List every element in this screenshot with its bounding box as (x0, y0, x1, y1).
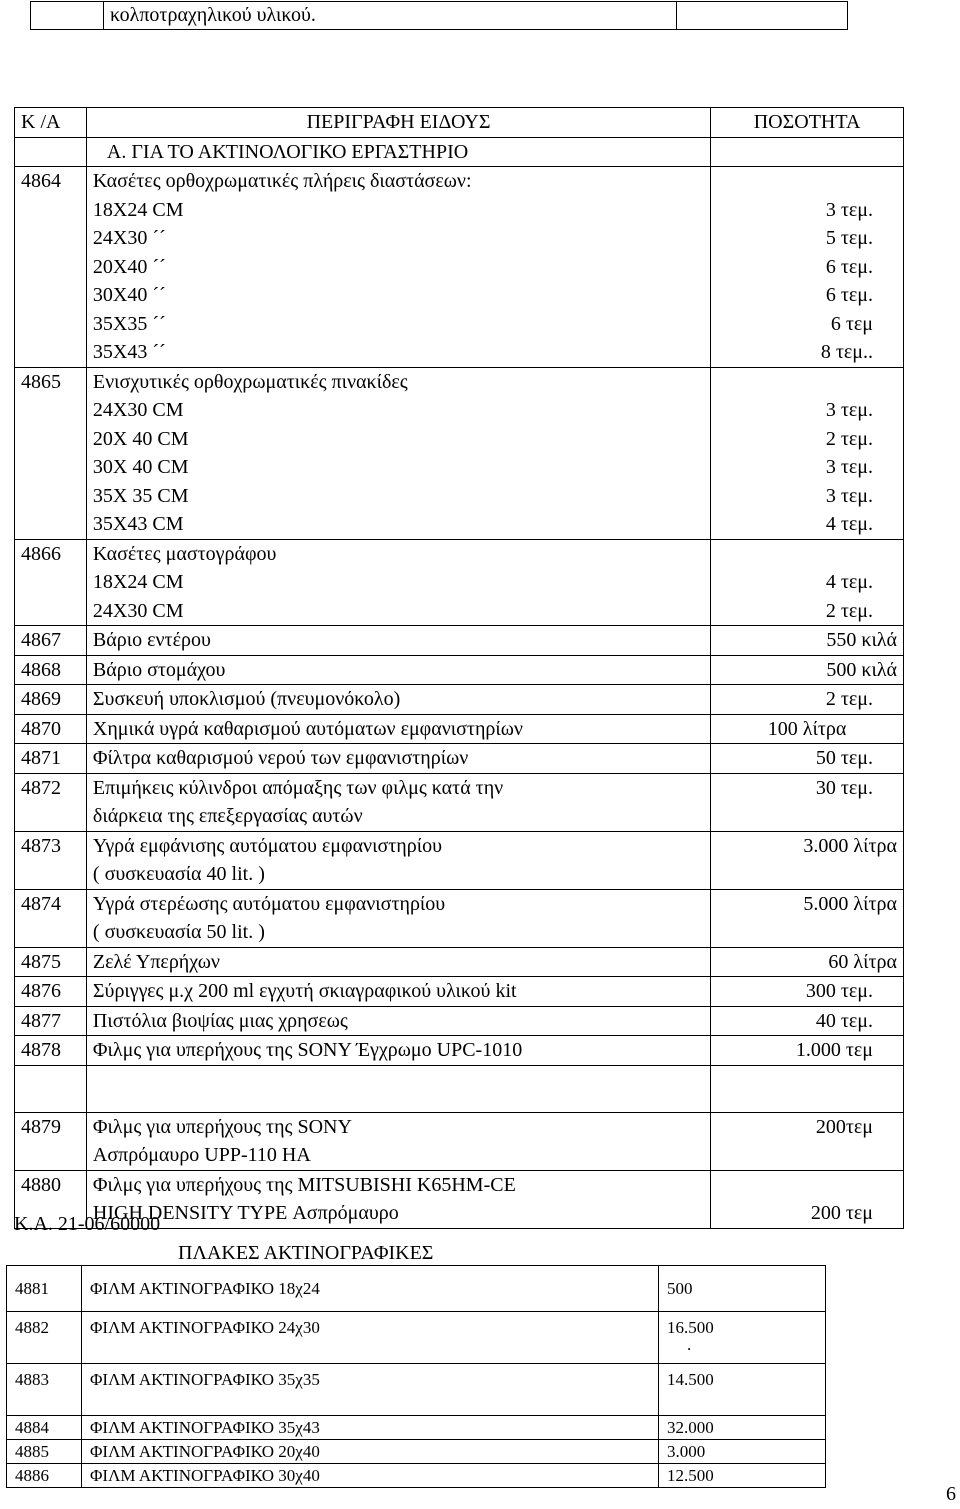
item-row (15, 367, 904, 539)
header-description: ΠΕΡΙΓΡΑΦΗ ΕΙΔΟΥΣ (86, 108, 710, 138)
table-row (15, 889, 904, 947)
item-size: 18Χ24 CM (92, 571, 184, 593)
film-description: ΦΙΛΜ ΑΚΤΙΝΟΓΡΑΦΙΚΟ 18χ24 (82, 1266, 659, 1312)
row-quantity: 200τεμ (711, 1112, 904, 1170)
row-quantity: 40 τεμ. (711, 1006, 904, 1036)
film-row (7, 1364, 826, 1416)
row-description: Βάριο στομάχου (86, 655, 710, 685)
table-row (15, 626, 904, 656)
row-quantity: 60 λίτρα (711, 947, 904, 977)
header-quantity: ΠΟΣΟΤΗΤΑ (711, 108, 904, 138)
table-row (15, 685, 904, 715)
row-quantity: 2 τεμ. (711, 685, 904, 715)
row-code: 4873 (15, 831, 87, 889)
row-description: Χημικά υγρά καθαρισμού αυτόματων εμφανιστηρίων (86, 714, 710, 744)
table-row (15, 744, 904, 774)
table-row (15, 977, 904, 1007)
row-description: Φιλμς για υπερήχους της SONY (92, 1115, 352, 1138)
row-code: 4871 (15, 744, 87, 774)
film-description: ΦΙΛΜ ΑΚΤΙΝΟΓΡΑΦΙΚΟ 35χ43 (82, 1416, 659, 1440)
film-row (7, 1312, 826, 1364)
row-code: 4874 (15, 889, 87, 947)
ka-label: Κ.Α. 21-06/60000 (14, 1213, 161, 1235)
row-description: Ζελέ Υπερήχων (86, 947, 710, 977)
item-qty: 3 τεμ. (825, 484, 873, 507)
item-size: 35Χ43 CM (92, 513, 184, 535)
row-code: 4878 (15, 1036, 87, 1066)
item-code: 4865 (15, 367, 87, 539)
row-code: 4870 (15, 714, 87, 744)
item-qty: 3 τεμ. (825, 456, 873, 478)
row-code: 4880 (15, 1170, 87, 1228)
row-description: Φίλτρα καθαρισμού νερού των εμφανιστηρίων (86, 744, 710, 774)
table-row (15, 947, 904, 977)
row-quantity: 100 λίτρα (711, 714, 904, 744)
film-code: 4884 (7, 1416, 82, 1440)
row-description-cont: ( συσκευασία 40 lit. ) (92, 863, 265, 885)
item-title: Κασέτες μαστογράφου (92, 542, 277, 565)
section-title: ΠΛΑΚΕΣ ΑΚΤΙΝΟΓΡΑΦΙΚΕΣ (178, 1242, 434, 1264)
item-qty: 8 τεμ.. (820, 341, 873, 363)
section-a-title: Α. ΓΙΑ ΤΟ ΑΚΤΙΝΟΛΟΓΙΚΟ ΕΡΓΑΣΤΗΡΙΟ (86, 137, 710, 167)
item-qty: 6 τεμ. (825, 284, 873, 306)
row-description: Πιστόλια βιοψίας μιας χρησεως (86, 1006, 710, 1036)
film-quantity: 12.500 (659, 1464, 826, 1488)
item-qty: 4 τεμ. (825, 513, 873, 535)
film-code: 4881 (7, 1266, 82, 1312)
item-size: 24Χ30 CM (92, 599, 184, 622)
row-code: 4876 (15, 977, 87, 1007)
row-description: Βάριο εντέρου (86, 626, 710, 656)
row-description: Συσκευή υποκλισμού (πνευμονόκολο) (86, 685, 710, 715)
table-row (15, 714, 904, 744)
section-a-row (15, 137, 904, 167)
header-code: Κ /Α (15, 108, 87, 138)
item-size: 35Χ43 ´´ (92, 341, 166, 363)
row-code: 4867 (15, 626, 87, 656)
row-code: 4879 (15, 1112, 87, 1170)
item-qty: 6 τεμ. (825, 255, 873, 278)
item-size: 30Χ40 ´´ (92, 284, 166, 306)
item-qty: 2 τεμ. (825, 427, 873, 450)
item-size: 30Χ 40 CM (92, 456, 189, 478)
item-size: 20Χ40 ´´ (92, 255, 166, 278)
row-description: Σύριγγες μ.χ 200 ml εγχυτή σκιαγραφικού υλικού kit (86, 977, 710, 1007)
row-code: 4869 (15, 685, 87, 715)
item-size: 24Χ30 CM (92, 399, 184, 421)
film-quantity: 14.500 (659, 1364, 826, 1416)
item-qty: 3 τεμ. (825, 399, 873, 421)
item-qty: 2 τεμ. (825, 599, 873, 622)
item-title: Ενισχυτικές ορθοχρωματικές πινακίδες (92, 370, 408, 393)
row-quantity: 550 κιλά (711, 626, 904, 656)
film-description: ΦΙΛΜ ΑΚΤΙΝΟΓΡΑΦΙΚΟ 20χ40 (82, 1440, 659, 1464)
top-empty-cell (31, 2, 104, 30)
row-code: 4868 (15, 655, 87, 685)
item-code: 4864 (15, 167, 87, 368)
row-description-cont: διάρκεια της επεξεργασίας αυτών (92, 805, 363, 827)
main-table (14, 107, 904, 1229)
film-row (7, 1416, 826, 1440)
film-code: 4886 (7, 1464, 82, 1488)
film-row (7, 1464, 826, 1488)
item-size: 35Χ 35 CM (92, 484, 189, 507)
film-code: 4885 (7, 1440, 82, 1464)
film-row (7, 1440, 826, 1464)
item-qty: 6 τεμ (830, 312, 873, 335)
item-size: 20Χ 40 CM (92, 427, 189, 450)
page-number: 6 (946, 1483, 956, 1505)
row-code: 4872 (15, 773, 87, 831)
film-quantity: 500 (659, 1266, 826, 1312)
top-row (31, 2, 848, 30)
row-quantity: 500 κιλά (711, 655, 904, 685)
film-description: ΦΙΛΜ ΑΚΤΙΝΟΓΡΑΦΙΚΟ 30χ40 (82, 1464, 659, 1488)
item-code: 4866 (15, 539, 87, 626)
table-row (15, 655, 904, 685)
row-description: Υγρά στερέωσης αυτόματου εμφανιστηρίου (92, 892, 446, 915)
header-row (15, 108, 904, 138)
top-empty-cell-right (677, 2, 848, 30)
film-row (7, 1266, 826, 1312)
row-description-cont: ( συσκευασία 50 lit. ) (92, 921, 265, 943)
row-description-cont: HIGH DENSITY TYPE Ασπρόμαυρο (92, 1202, 399, 1224)
film-description: ΦΙΛΜ ΑΚΤΙΝΟΓΡΑΦΙΚΟ 24χ30 (82, 1312, 659, 1364)
film-description: ΦΙΛΜ ΑΚΤΙΝΟΓΡΑΦΙΚΟ 35χ35 (82, 1364, 659, 1416)
row-description: Φιλμς για υπερήχους της SONY Έγχρωμο UPC-1010 (86, 1036, 710, 1066)
table-row (15, 773, 904, 831)
row-quantity: 5.000 λίτρα (711, 889, 904, 947)
row-code: 4875 (15, 947, 87, 977)
row-description: Φιλμς για υπερήχους της MITSUBISHI K65HM-CE (92, 1173, 516, 1196)
film-quantity: 3.000 (659, 1440, 826, 1464)
table-row (15, 1112, 904, 1170)
blank-row (15, 1065, 904, 1112)
item-title: Κασέτες ορθοχρωματικές πλήρεις διαστάσεων: (92, 170, 472, 192)
top-table (30, 1, 848, 30)
item-size: 24Χ30 ´´ (92, 227, 166, 249)
row-quantity: 200 τεμ (711, 1170, 904, 1228)
row-quantity: 50 τεμ. (711, 744, 904, 774)
item-qty: 4 τεμ. (825, 571, 873, 593)
item-size: 35Χ35 ´´ (92, 312, 166, 335)
item-size: 18Χ24 CM (92, 198, 184, 221)
row-quantity: 300 τεμ. (711, 977, 904, 1007)
film-code: 4882 (7, 1312, 82, 1364)
film-quantity: 16.500 (667, 1318, 714, 1337)
table-row (15, 831, 904, 889)
row-description: Επιμήκεις κύλινδροι απόμαξης των φιλμς κατά την (92, 776, 504, 799)
row-description: Υγρά εμφάνισης αυτόματου εμφανιστηρίου (92, 834, 443, 857)
top-text-cell: κολποτραχηλικού υλικού. (104, 2, 677, 30)
row-description-cont: Ασπρόμαυρο UPP-110 HA (92, 1144, 311, 1166)
table-row (15, 1006, 904, 1036)
row-quantity: 1.000 τεμ (711, 1036, 904, 1066)
film-code: 4883 (7, 1364, 82, 1416)
item-qty: 3 τεμ. (825, 198, 873, 221)
row-code: 4877 (15, 1006, 87, 1036)
film-quantity-mark: . (687, 1335, 692, 1354)
row-quantity: 3.000 λίτρα (711, 831, 904, 889)
film-quantity: 32.000 (659, 1416, 826, 1440)
item-row (15, 539, 904, 626)
row-quantity: 30 τεμ. (711, 773, 904, 831)
table-row (15, 1036, 904, 1066)
item-qty: 5 τεμ. (825, 227, 873, 249)
film-table (6, 1265, 826, 1488)
item-row (15, 167, 904, 368)
